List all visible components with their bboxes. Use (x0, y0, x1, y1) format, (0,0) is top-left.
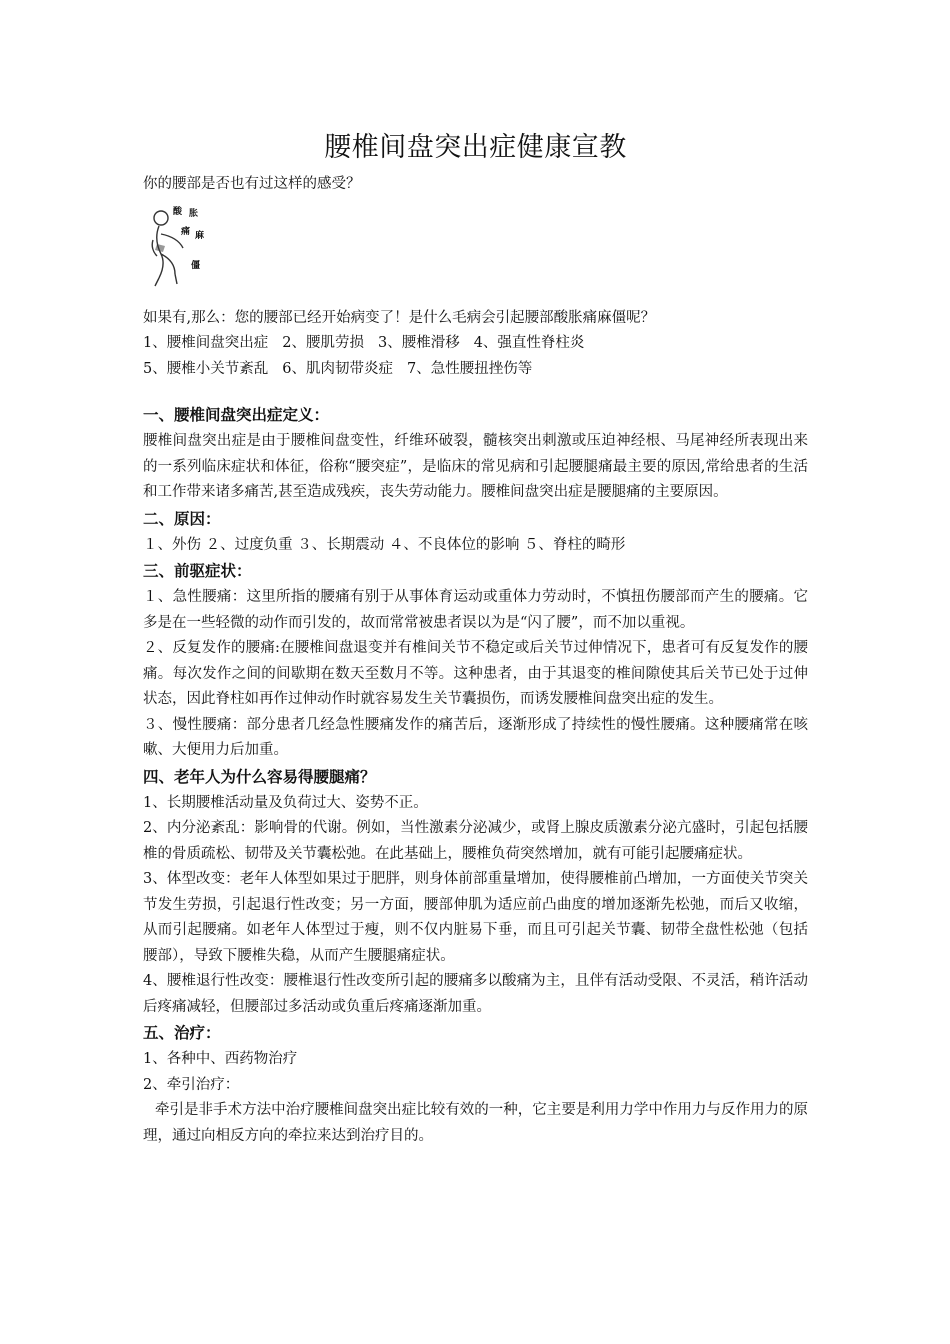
cause-item: 1、腰椎间盘突出症 (143, 335, 269, 351)
symptom-paragraph-2: ２、反复发作的腰痛:在腰椎间盘退变并有椎间关节不稳定或后关节过伸情况下，患者可有反复发作的腰痛。每次发作之间的间歇期在数天至数月不等。这种患者，由于其退变的椎间隙使其后关节已处于过伸状态，因此脊柱如再作过伸动作时就容易发生关节囊损伤，而诱发腰椎间盘突出症的发生。 (143, 640, 808, 707)
section-heading-symptoms: 三、前驱症状： (143, 562, 252, 580)
figure-label-4: 僵 (191, 260, 201, 271)
causes-line-2 (143, 357, 808, 383)
lead-paragraph: 如果有,那么：您的腰部已经开始病变了！是什么毛病会引起腰部酸胀痛麻僵呢？ (143, 309, 656, 326)
elderly-paragraph-1: 1、长期腰椎活动量及负荷过大、姿势不正。 (143, 794, 428, 811)
elderly-paragraph-3: 3、体型改变：老年人体型如果过于肥胖，则身体前部重量增加，使得腰椎前凸增加，一方面使关节突关节发生劳损，引起退行性改变；另一方面，腰部伸肌为适应前凸曲度的增加逐渐先松弛，而后又收缩，从而引起腰痛。如老年人体型过于瘦，则不仅内脏易下垂，而且可引起关节囊、韧带全盘性松弛（包括腰部），导致下腰椎失稳，从而产生腰腿痛症状。 (143, 871, 808, 964)
figure-label-2: 痛 (181, 226, 191, 237)
section-heading-treatment: 五、治疗： (143, 1024, 221, 1042)
cause-item: 6、肌肉韧带炎症 (282, 360, 393, 377)
figure-label-3: 麻 (195, 230, 205, 241)
definition-paragraph: 腰椎间盘突出症是由于腰椎间盘变性，纤维环破裂，髓核突出刺激或压迫神经根、马尾神经所表现出来的一系列临床症状和体征，俗称“腰突症”，是临床的常见病和引起腰腿痛最主要的原因,常给患者的生活和工作带来诸多痛苦,甚至造成残疾，丧失劳动能力。腰椎间盘突出症是腰腿痛的主要原因。 (143, 433, 808, 500)
section-heading-elderly: 四、老年人为什么容易得腰腿痛？ (143, 767, 376, 786)
section-heading-definition: 一、腰椎间盘突出症定义： (143, 406, 330, 424)
cause-item: 4、强直性脊柱炎 (473, 335, 585, 351)
figure-label-1: 胀 (189, 208, 199, 219)
figure-label-0: 酸 (173, 206, 183, 217)
cause-item: 7、急性腰扭挫伤等 (406, 360, 533, 377)
causes-line-1 (143, 331, 808, 357)
symptom-paragraph-3: ３、慢性腰痛：部分患者几经急性腰痛发作的痛苦后，逐渐形成了持续性的慢性腰痛。这种腰痛常在咳嗽、大便用力后加重。 (143, 716, 808, 758)
causes-paragraph: １、外伤 ２、过度负重 ３、长期震动 ４、不良体位的影响 ５、脊柱的畸形 (143, 536, 626, 553)
cause-item: 3、腰椎滑移 (377, 335, 460, 351)
elderly-paragraph-2: 2、内分泌紊乱：影响骨的代谢。例如，当性激素分泌减少，或肾上腺皮质激素分泌亢盛时，引起包括腰椎的骨质疏松、韧带及关节囊松弛。在此基础上，腰椎负荷突然增加，就有可能引起腰痛症状。 (143, 820, 808, 862)
symptom-paragraph-1: １、急性腰痛：这里所指的腰痛有别于从事体育运动或重体力劳动时，不慎扭伤腰部而产生的腰痛。它多是在一些轻微的动作而引发的，故而常常被患者误以为是“闪了腰”，而不加以重视。 (143, 589, 808, 631)
document-title: 腰椎间盘突出症健康宣教 (324, 132, 627, 163)
treatment-paragraph-1: 1、各种中、西药物治疗 (143, 1051, 298, 1067)
treatment-paragraph-2: 2、牵引治疗： (143, 1076, 240, 1093)
section-heading-causes: 二、原因： (143, 509, 221, 528)
document-page (143, 128, 808, 1149)
treatment-paragraph-3: 牵引是非手术方法中治疗腰椎间盘突出症比较有效的一种，它主要是利用力学中作用力与反作用力的原理，通过向相反方向的牵拉来达到治疗目的。 (143, 1102, 808, 1144)
back-pain-illustration-icon (145, 204, 207, 288)
elderly-paragraph-4: 4、腰椎退行性改变：腰椎退行性改变所引起的腰痛多以酸痛为主，且伴有活动受限、不灵活，稍许活动后疼痛减轻，但腰部过多活动或负重后疼痛逐渐加重。 (143, 973, 808, 1015)
cause-item: 5、腰椎小关节紊乱 (143, 360, 269, 377)
intro-question: 你的腰部是否也有过这样的感受？ (143, 176, 361, 192)
cause-item: 2、腰肌劳损 (282, 335, 364, 351)
